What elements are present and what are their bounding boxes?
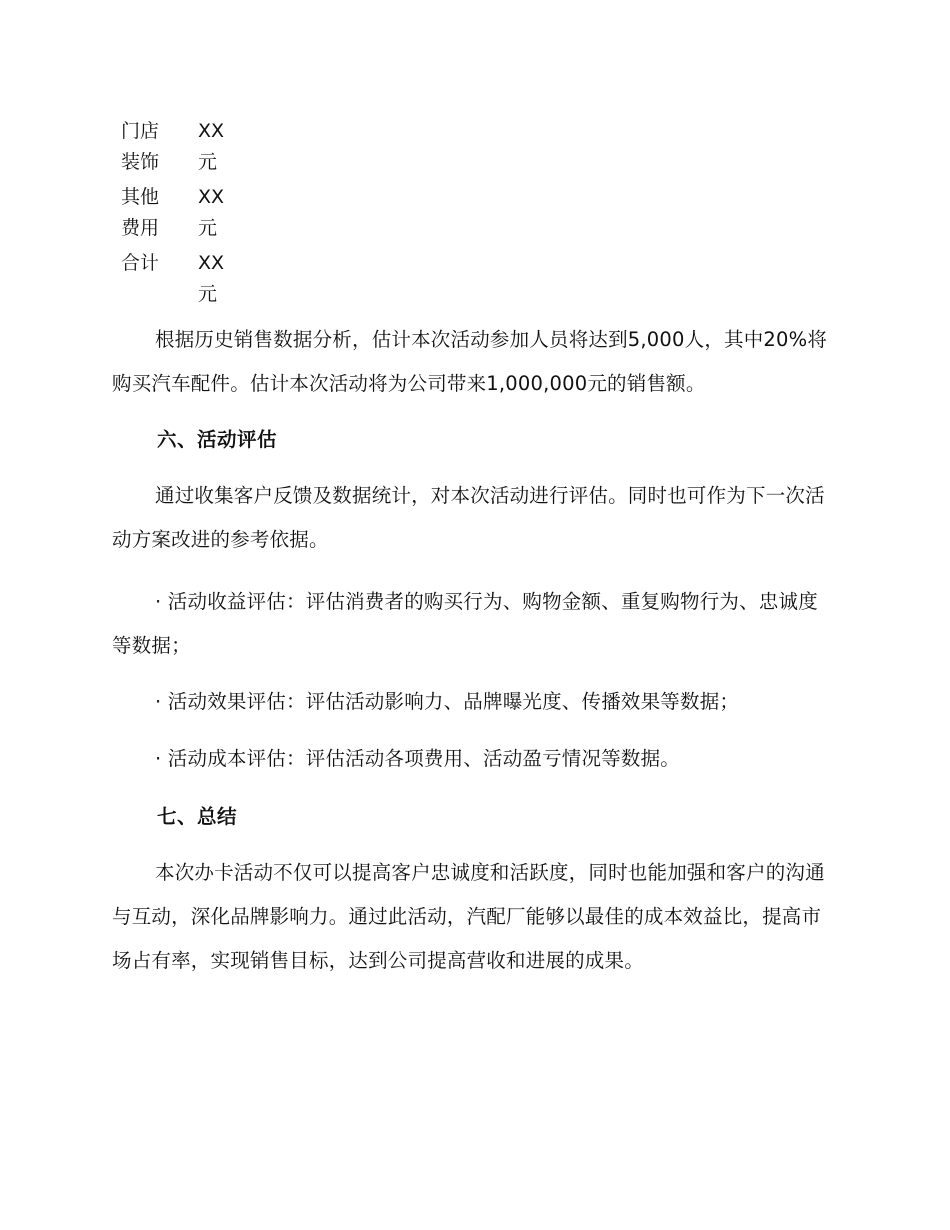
cost-row-store-decoration [121,116,251,182]
cost-row-other-expenses [121,182,251,248]
evaluation-intro: 通过收集客户反馈及数据统计，对本次活动进行评估。同时也可作为下一次活动方案改进的参考依据。 [112,484,825,551]
cost-table [121,116,251,320]
summary-paragraph: 本次办卡活动不仅可以提高客户忠诚度和活跃度，同时也能加强和客户的沟通与互动，深化品牌影响力。通过此活动，汽配厂能够以最佳的成本效益比，提高市场占有率，实现销售目标，达到公司提高营收和进展的成果。 [112,861,825,972]
cost-label: 门店装饰 [121,120,160,173]
bullet-revenue-evaluation: · 活动收益评估：评估消费者的购买行为、购物金额、重复购物行为、忠诚度等数据； [112,590,818,657]
cost-label: 合计 [121,252,160,274]
cost-value: XX元 [198,120,225,173]
cost-label: 其他费用 [121,186,160,239]
estimate-paragraph: 根据历史销售数据分析，估计本次活动参加人员将达到5,000人，其中20%将购买汽车配件。估计本次活动将为公司带来1,000,000元的销售额。 [112,328,828,395]
bullet-effect-evaluation: · 活动效果评估：评估活动影响力、品牌曝光度、传播效果等数据； [155,690,740,713]
cost-value: XX元 [198,252,225,305]
section-heading-summary: 七、总结 [157,805,238,828]
bullet-cost-evaluation: · 活动成本评估：评估活动各项费用、活动盈亏情况等数据。 [155,747,680,770]
section-heading-evaluation: 六、活动评估 [157,428,278,451]
cost-row-total [121,248,251,320]
cost-value: XX元 [198,186,225,239]
